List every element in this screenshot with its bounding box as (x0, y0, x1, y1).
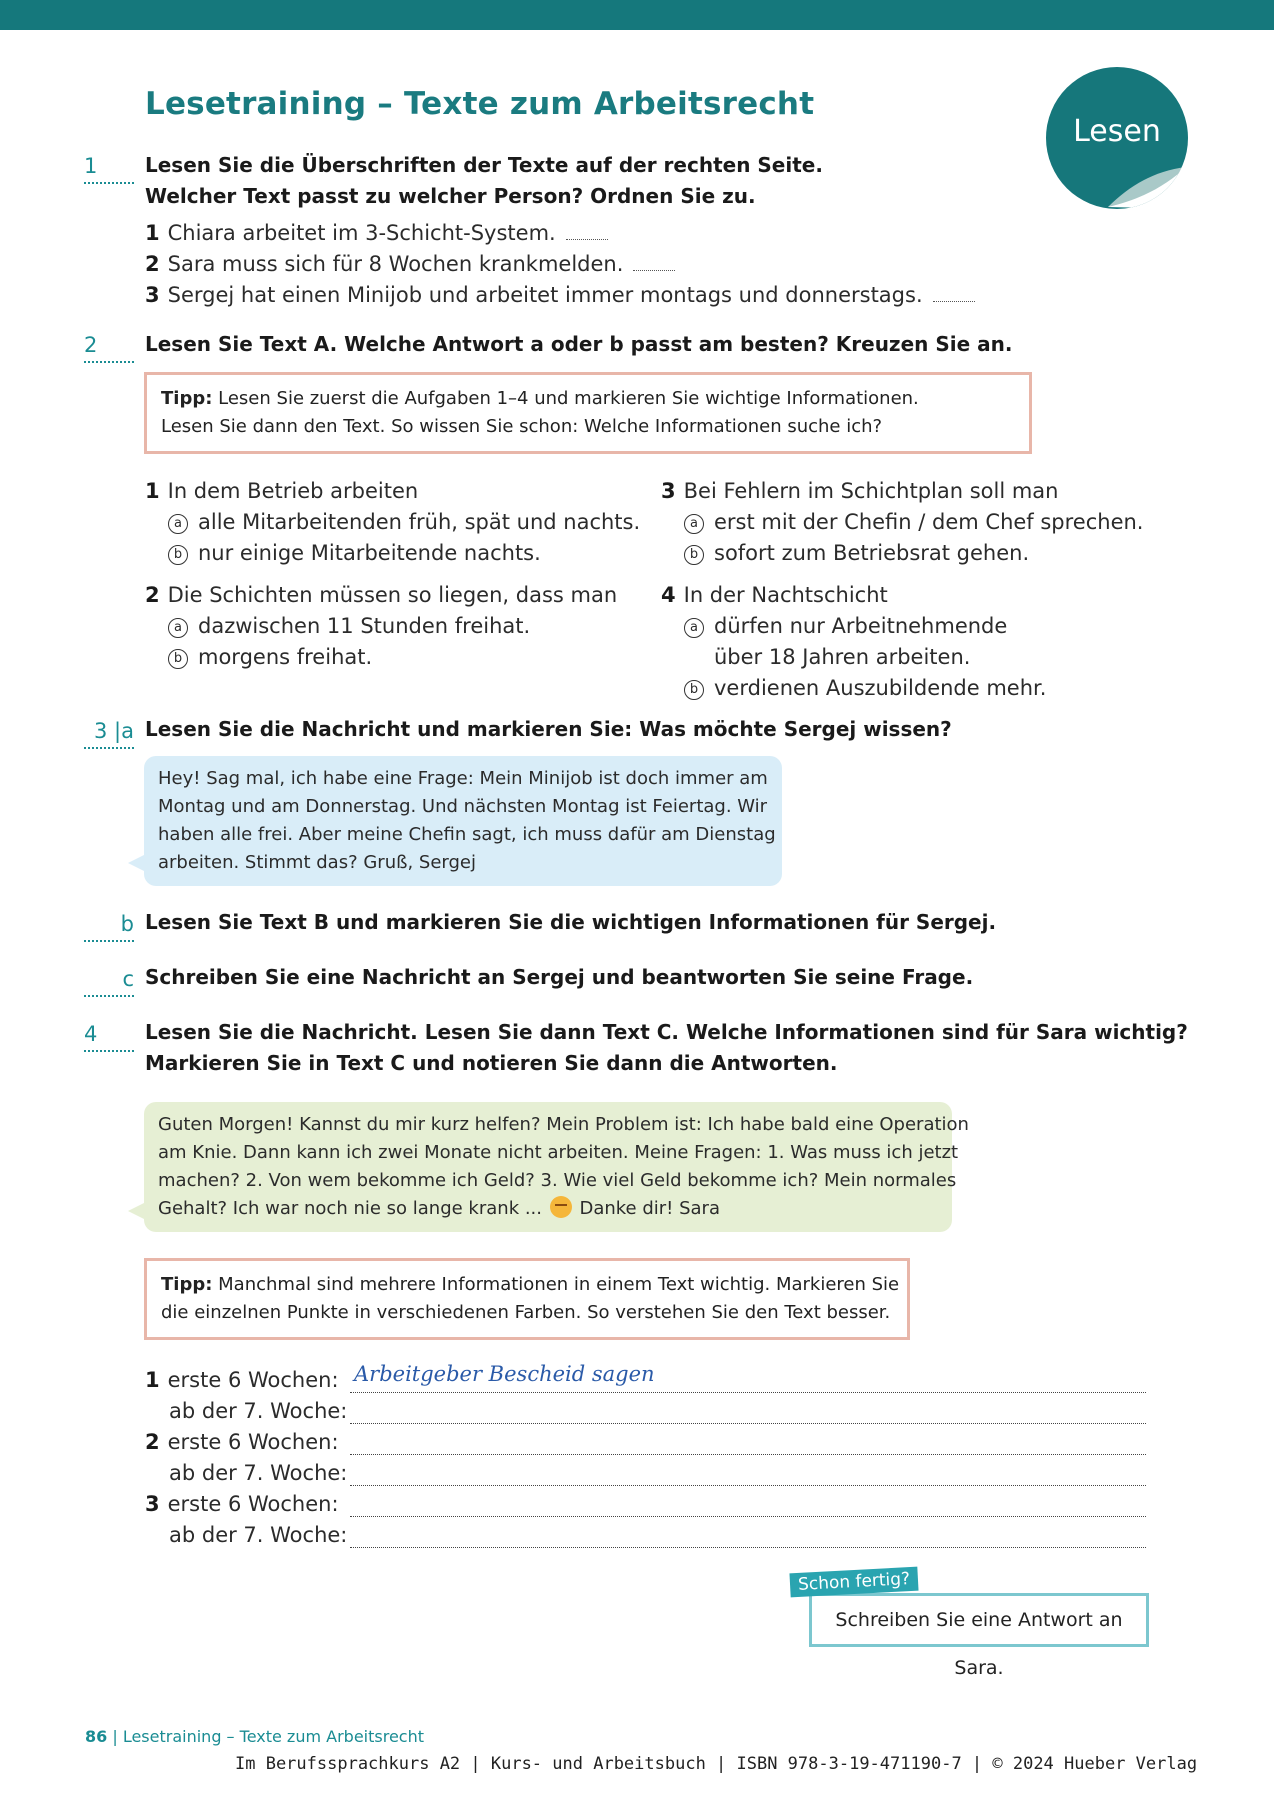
answer-label: erste 6 Wochen: (167, 1492, 339, 1516)
message-line: Guten Morgen! Kannst du mir kurz helfen? Mein Problem ist: Ich habe bald eine Operation (158, 1114, 969, 1135)
answer-line[interactable] (350, 1484, 1146, 1486)
tip-line-2: Lesen Sie dann den Text. So wissen Sie schon: Welche Informationen suche ich? (161, 416, 883, 437)
option-a-circle-icon[interactable]: a (168, 514, 188, 534)
tip-label: Tipp: (161, 388, 213, 409)
question-number: 3 (661, 479, 676, 503)
ex1-item-3 (145, 280, 975, 311)
ex1-item-text: Sara muss sich für 8 Wochen krankmelden. (167, 252, 624, 276)
answer-number: 1 (145, 1368, 160, 1392)
option-text: morgens freihat. (198, 645, 373, 669)
answer-3-first (145, 1489, 339, 1520)
answer-label: erste 6 Wochen: (167, 1368, 339, 1392)
ex1-item-number: 2 (145, 252, 160, 276)
answer-number: 3 (145, 1492, 160, 1516)
message-line-last (158, 1195, 938, 1223)
worried-face-emoji-icon (550, 1196, 572, 1218)
answer-line[interactable] (350, 1515, 1146, 1517)
exercise-3b-instruction: Lesen Sie Text B und markieren Sie die wichtigen Informationen für Sergej. (145, 910, 997, 934)
lesen-badge (1046, 67, 1188, 209)
page-footer (85, 1727, 424, 1746)
answer-2-later: ab der 7. Woche: (169, 1461, 348, 1485)
answer-2-first (145, 1427, 339, 1458)
answer-line[interactable] (350, 1453, 1146, 1455)
option-b-circle-icon[interactable]: b (168, 649, 188, 669)
footer-section: Lesetraining – Texte zum Arbeitsrecht (122, 1727, 424, 1746)
option-a-circle-icon[interactable]: a (684, 514, 704, 534)
top-color-bar (0, 0, 1274, 30)
option-text: nur einige Mitarbeitende nachts. (198, 541, 541, 565)
answer-1-later: ab der 7. Woche: (169, 1399, 348, 1423)
ex1-item-number: 1 (145, 221, 160, 245)
ex2-q4-option-a[interactable] (684, 611, 1007, 642)
answer-3-later: ab der 7. Woche: (169, 1523, 348, 1547)
option-text: dazwischen 11 Stunden freihat. (198, 614, 531, 638)
exercise-3b-label: b (84, 912, 134, 942)
exercise-3a-number: 3 |a (84, 719, 134, 749)
ex1-answer-blank[interactable] (566, 225, 608, 240)
ex2-q4-option-b[interactable] (684, 673, 1046, 704)
answer-number: 2 (145, 1430, 160, 1454)
footer-separator: | (107, 1727, 123, 1746)
ex2-q3-option-a[interactable] (684, 507, 1144, 538)
option-b-circle-icon[interactable]: b (684, 545, 704, 565)
ex2-q3-option-b[interactable] (684, 538, 1029, 569)
handwritten-answer: Arbeitgeber Bescheid sagen (354, 1362, 655, 1386)
question-stem: Die Schichten müssen so liegen, dass man (167, 583, 618, 607)
option-b-circle-icon[interactable]: b (684, 680, 704, 700)
tip-box-2 (144, 1258, 910, 1340)
ex1-item-2 (145, 249, 675, 280)
message-line: am Knie. Dann kann ich zwei Monate nicht arbeiten. Meine Fragen: 1. Was muss ich jetzt (158, 1142, 959, 1163)
exercise-3a-instruction: Lesen Sie die Nachricht und markieren Sie: Was möchte Sergej wissen? (145, 717, 952, 741)
question-stem: In der Nachtschicht (683, 583, 888, 607)
option-text: alle Mitarbeitenden früh, spät und nachts. (198, 510, 641, 534)
message-line: haben alle frei. Aber meine Chefin sagt, ich muss dafür am Dienstag (158, 824, 776, 845)
tip-line-1: Lesen Sie zuerst die Aufgaben 1–4 und markieren Sie wichtige Informationen. (212, 388, 919, 409)
bubble-tail (128, 1202, 146, 1220)
page-curl-icon (1098, 149, 1188, 209)
page-title: Lesetraining – Texte zum Arbeitsrecht (145, 86, 815, 122)
ex2-question-1 (145, 476, 418, 507)
ex1-item-text: Chiara arbeitet im 3-Schicht-System. (167, 221, 556, 245)
sergej-message-bubble (144, 756, 782, 886)
exercise-4-instruction-2: Markieren Sie in Text C und notieren Sie dann die Antworten. (145, 1051, 838, 1075)
message-line: Hey! Sag mal, ich habe eine Frage: Mein Minijob ist doch immer am (158, 768, 768, 789)
message-line: machen? 2. Von wem bekomme ich Geld? 3. Wie viel Geld bekomme ich? Mein normales (158, 1170, 957, 1191)
bubble-tail (128, 854, 146, 872)
tip-label: Tipp: (161, 1274, 213, 1295)
ex2-q2-option-b[interactable] (168, 642, 372, 673)
option-a-circle-icon[interactable]: a (168, 618, 188, 638)
ex1-item-text: Sergej hat einen Minijob und arbeitet immer montags und donnerstags. (167, 283, 923, 307)
question-number: 1 (145, 479, 160, 503)
schon-fertig-task-box: Schreiben Sie eine Antwort an Sara. (809, 1593, 1149, 1647)
answer-1-first (145, 1365, 339, 1396)
exercise-1-instruction-2: Welcher Text passt zu welcher Person? Ordnen Sie zu. (145, 184, 756, 208)
exercise-1-number: 1 (84, 154, 134, 184)
tip-line-2: die einzelnen Punkte in verschiedenen Farben. So verstehen Sie den Text besser. (161, 1302, 891, 1323)
ex2-q1-option-b[interactable] (168, 538, 541, 569)
ex2-question-4 (661, 580, 888, 611)
ex1-answer-blank[interactable] (633, 256, 675, 271)
message-text: Gehalt? Ich war noch nie so lange krank ... (158, 1198, 548, 1219)
tip-line-1: Manchmal sind mehrere Informationen in einem Text wichtig. Markieren Sie (212, 1274, 900, 1295)
question-stem: Bei Fehlern im Schichtplan soll man (683, 479, 1059, 503)
ex1-item-1 (145, 218, 608, 249)
answer-label: erste 6 Wochen: (167, 1430, 339, 1454)
option-a-circle-icon[interactable]: a (684, 618, 704, 638)
exercise-3c-label: c (84, 967, 134, 997)
page-number: 86 (85, 1727, 108, 1746)
message-line: Montag und am Donnerstag. Und nächsten Montag ist Feiertag. Wir (158, 796, 768, 817)
answer-line[interactable] (350, 1546, 1146, 1548)
question-number: 2 (145, 583, 160, 607)
ex2-q1-option-a[interactable] (168, 507, 640, 538)
message-text: Danke dir! Sara (573, 1198, 720, 1219)
ex2-question-3 (661, 476, 1059, 507)
question-stem: In dem Betrieb arbeiten (167, 479, 419, 503)
exercise-4-instruction-1: Lesen Sie die Nachricht. Lesen Sie dann Text C. Welche Informationen sind für Sara wichtig? (145, 1020, 1188, 1044)
answer-line[interactable] (350, 1422, 1146, 1424)
exercise-4-number: 4 (84, 1022, 134, 1052)
option-text: sofort zum Betriebsrat gehen. (714, 541, 1030, 565)
option-text: erst mit der Chefin / dem Chef sprechen. (714, 510, 1144, 534)
option-b-circle-icon[interactable]: b (168, 545, 188, 565)
schon-fertig-tag: Schon fertig? (789, 1567, 918, 1598)
question-number: 4 (661, 583, 676, 607)
answer-line[interactable] (350, 1391, 1146, 1393)
tip-box-1 (144, 372, 1032, 454)
ex2-q2-option-a[interactable] (168, 611, 530, 642)
book-credit: Im Berufssprachkurs A2 | Kurs- und Arbeitsbuch | ISBN 978-3-19-471190-7 | © 2024 Hueber Verlag (235, 1754, 1198, 1774)
sara-message-bubble (144, 1102, 969, 1232)
option-text: dürfen nur Arbeitnehmende (714, 614, 1008, 638)
ex2-q4-option-a-line-2: über 18 Jahren arbeiten. (714, 645, 971, 669)
exercise-3c-instruction: Schreiben Sie eine Nachricht an Sergej und beantworten Sie seine Frage. (145, 965, 974, 989)
option-text: verdienen Auszubildende mehr. (714, 676, 1047, 700)
ex2-question-2 (145, 580, 617, 611)
exercise-2-number: 2 (84, 333, 134, 363)
badge-label: Lesen (1073, 114, 1161, 149)
exercise-2-instruction: Lesen Sie Text A. Welche Antwort a oder b passt am besten? Kreuzen Sie an. (145, 332, 1013, 356)
ex1-item-number: 3 (145, 283, 160, 307)
ex1-answer-blank[interactable] (933, 287, 975, 302)
message-line: arbeiten. Stimmt das? Gruß, Sergej (158, 852, 476, 873)
exercise-1-instruction-1: Lesen Sie die Überschriften der Texte auf der rechten Seite. (145, 153, 823, 177)
